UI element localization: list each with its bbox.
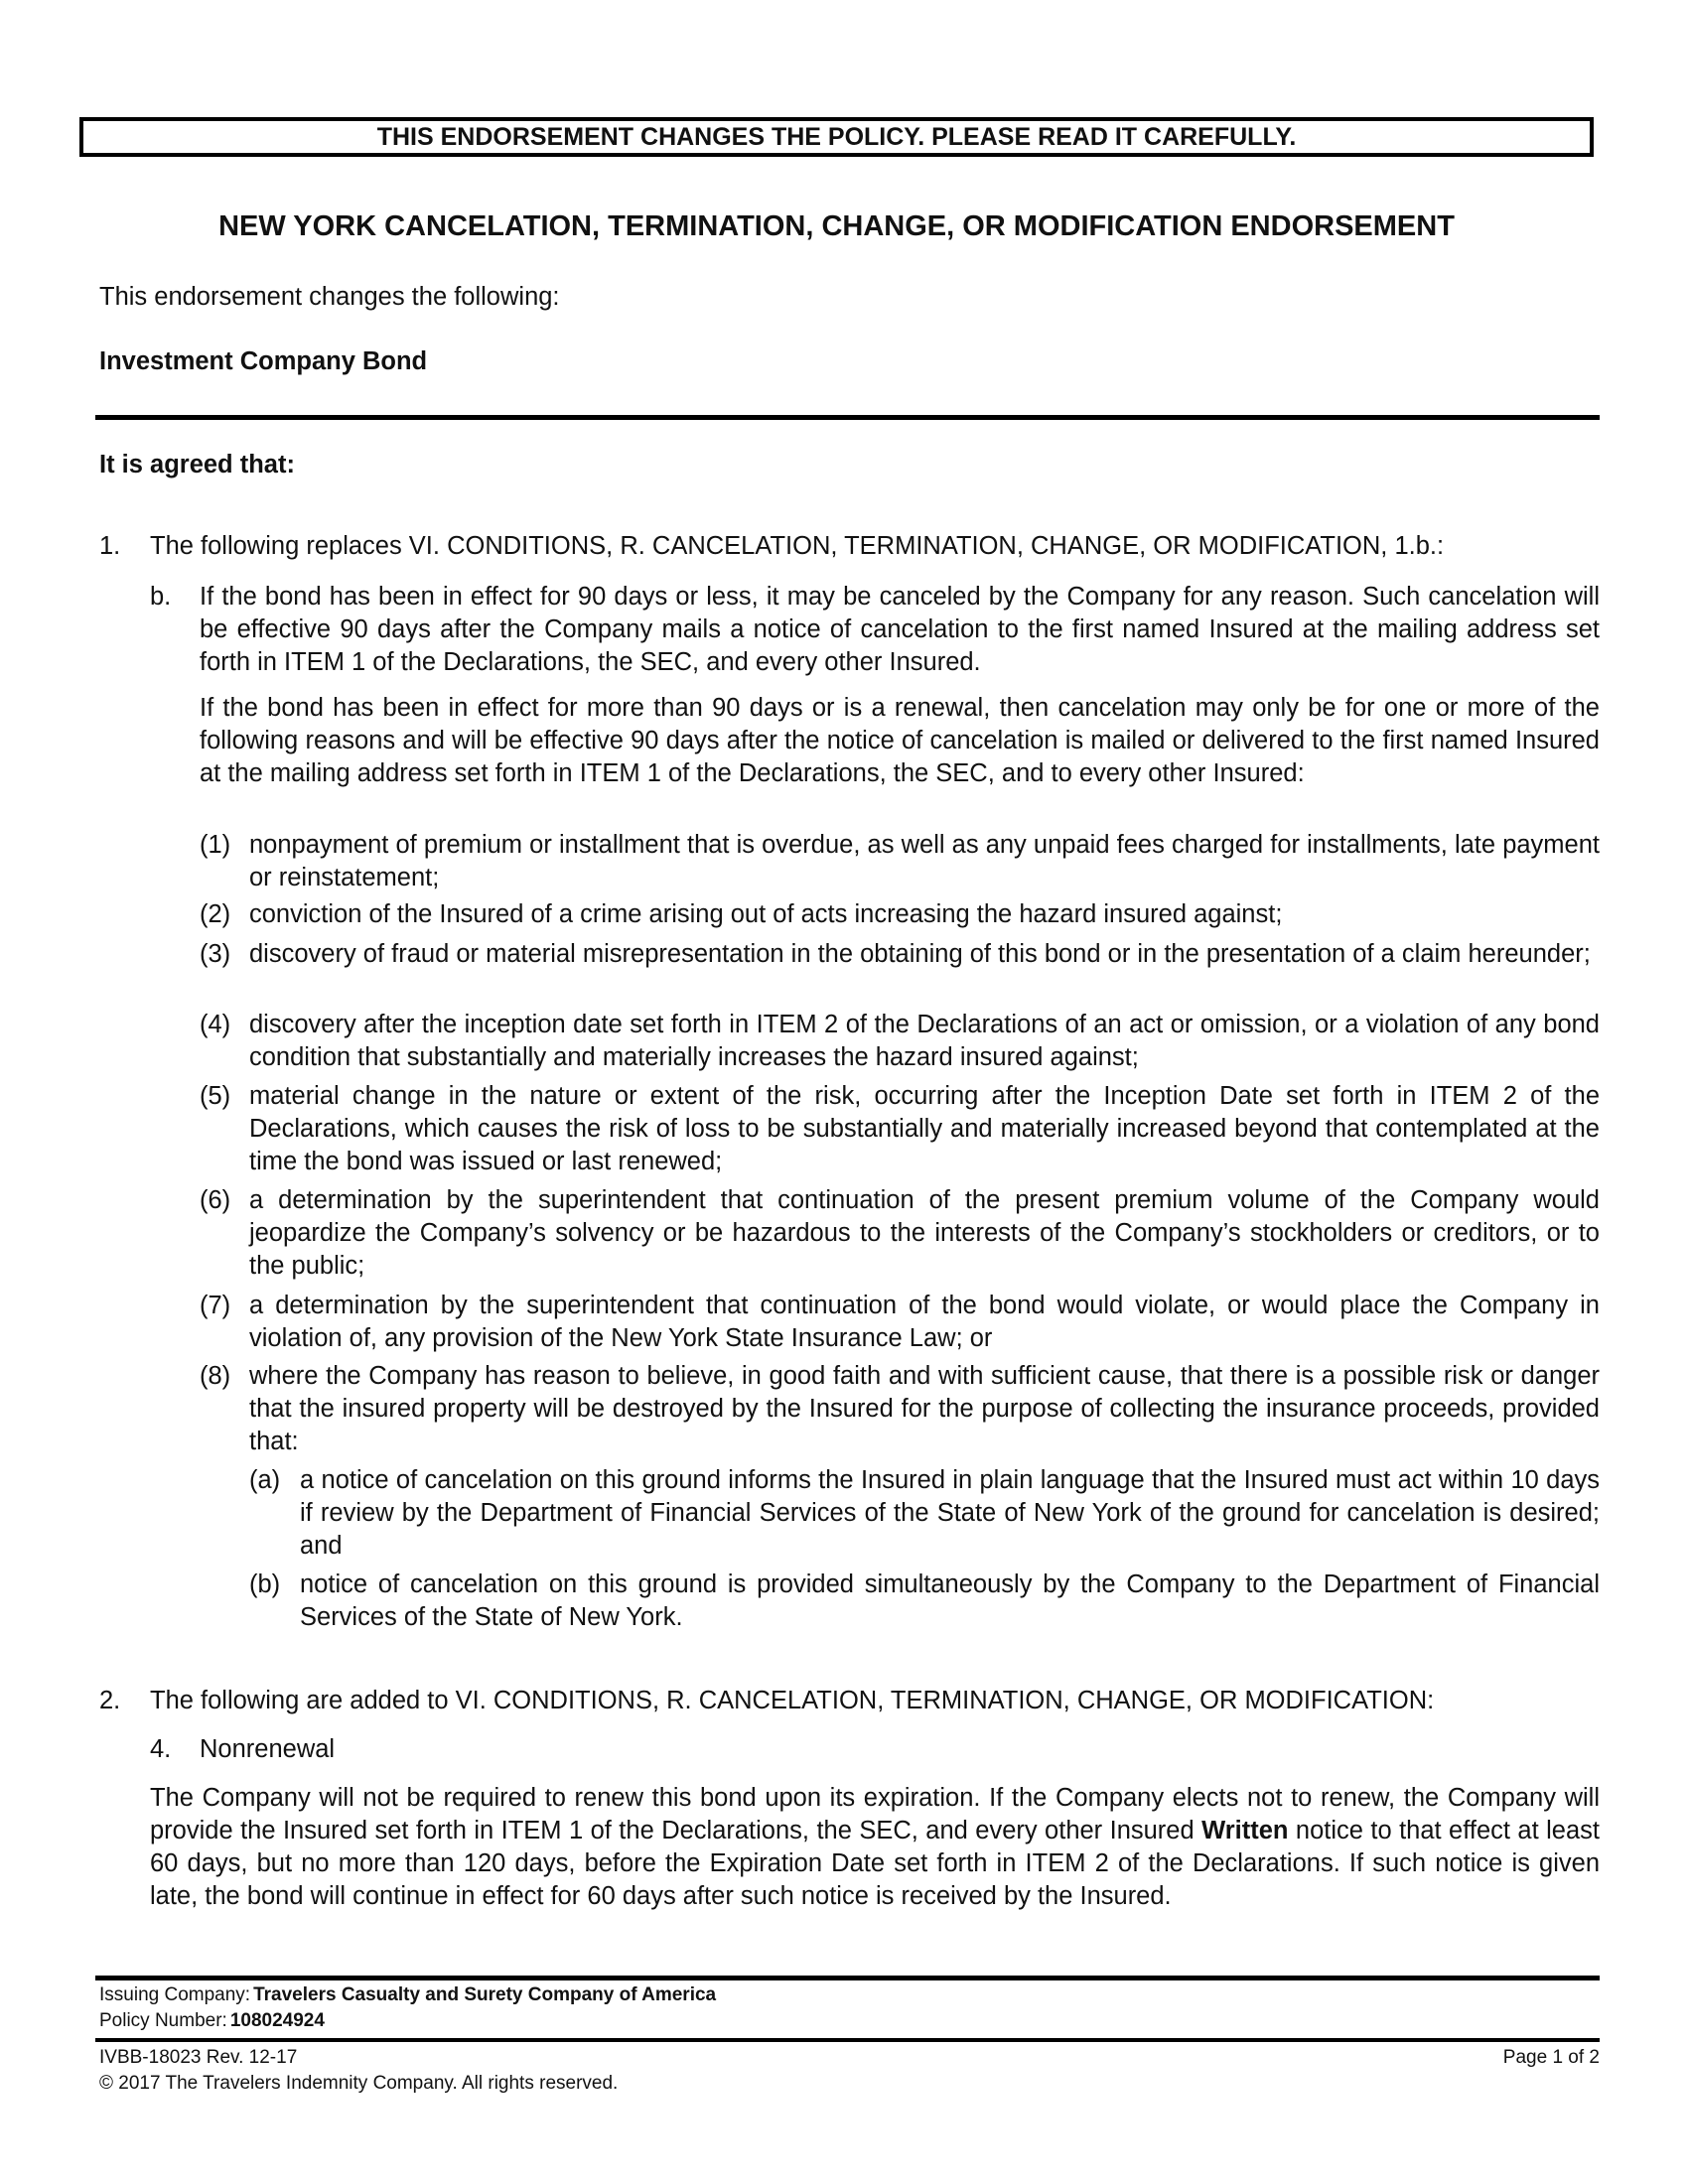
reason-text: discovery after the inception date set forth in ITEM 2 of the Declarations of an act or omission, or a violation of any bond condition that substantially and materially increases the hazard insured against; [249, 1011, 1600, 1071]
nonrenewal-text: notice to that effect at least 60 days, but no more than 120 days, before the Expiration Date set forth in ITEM 2 of the Declarations. If such notice is given late, the bond will continue in effect for 60 days after such notice is received by the Insured. [150, 1817, 1600, 1910]
policy-number-label: Policy Number: [99, 2010, 227, 2031]
document-title: NEW YORK CANCELATION, TERMINATION, CHANGE, OR MODIFICATION ENDORSEMENT [218, 210, 1455, 242]
section-1-number: 1. [99, 532, 121, 560]
issuing-company-value: Travelers Casualty and Surety Company of America [253, 1984, 717, 2005]
reason-number: (1) [200, 831, 231, 859]
item-b-paragraph-2: If the bond has been in effect for more than 90 days or is a renewal, then cancelation may only be for one or more of the following reasons and will be effective 90 days after the notice of cancelation is mailed or delivered to the first named Insured at the mailing address set forth in ITEM 1 of the Declarations, the SEC, and to every other Insured: [200, 694, 1600, 787]
copyright: © 2017 The Travelers Indemnity Company. All rights reserved. [99, 2073, 619, 2094]
section-2-text: The following are added to VI. CONDITIONS, R. CANCELATION, TERMINATION, CHANGE, OR MODIFICATION: [150, 1687, 1435, 1714]
endorsement-banner: THIS ENDORSEMENT CHANGES THE POLICY. PLEASE READ IT CAREFULLY. [79, 117, 1594, 157]
reason-text: a determination by the superintendent that continuation of the present premium volume of the Company would jeopardize the Company’s solvency or be hazardous to the interests of the Company’s stockholders or creditors, or to the public; [249, 1186, 1600, 1280]
reason-text: material change in the nature or extent of the risk, occurring after the Inception Date set forth in ITEM 2 of the Declarations, which causes the risk of loss to be substantially and materially increased beyond that contemplated at the time the bond was issued or last renewed; [249, 1082, 1600, 1175]
written-term: Written [1201, 1817, 1289, 1844]
nonrenewal-text: The Company will not be required to renew this bond upon its expiration. If the Company elects not to renew, the Company will provide the Insured set forth in ITEM 1 of the Declarations, the SEC, and every other Insured [150, 1784, 1600, 1844]
footer-divider [95, 1976, 1600, 1980]
footer-divider [95, 2038, 1600, 2042]
section-1-text: The following replaces VI. CONDITIONS, R. CANCELATION, TERMINATION, CHANGE, OR MODIFICATION, 1.b.: [150, 532, 1445, 560]
policy-number [99, 2008, 325, 2034]
policy-number-value: 108024924 [229, 2010, 325, 2031]
sub-item-text: a notice of cancelation on this ground informs the Insured in plain language that the Insured must act within 10 days if review by the Department of Financial Services of the State of New York of the ground for cancelation is desired; and [300, 1466, 1600, 1560]
sub-item-number: (a) [249, 1466, 281, 1494]
reason-text: discovery of fraud or material misrepresentation in the obtaining of this bond or in the presentation of a claim hereunder; [249, 940, 1591, 968]
reason-text: a determination by the superintendent that continuation of the bond would violate, or would place the Company in violation of, any provision of the New York State Insurance Law; or [249, 1292, 1600, 1352]
page-number: Page 1 of 2 [1502, 2047, 1600, 2068]
item-4-title: Nonrenewal [200, 1735, 336, 1763]
reason-text: conviction of the Insured of a crime arising out of acts increasing the hazard insured against; [249, 900, 1283, 928]
reason-number: (5) [200, 1082, 231, 1110]
item-b-label: b. [150, 583, 172, 611]
issuing-company-label: Issuing Company: [99, 1984, 251, 2005]
sub-item-text: notice of cancelation on this ground is provided simultaneously by the Company to the Department of Financial Services of the State of New York. [300, 1570, 1600, 1631]
intro-text: This endorsement changes the following: [99, 283, 560, 311]
reason-text: where the Company has reason to believe, in good faith and with sufficient cause, that there is a possible risk or danger that the insured property will be destroyed by the Insured for the purpose of collecting the insurance proceeds, provided that: [249, 1362, 1600, 1455]
section-divider [95, 415, 1600, 420]
nonrenewal-paragraph [150, 1782, 1600, 1913]
item-b-paragraph-1: If the bond has been in effect for 90 days or less, it may be canceled by the Company for any reason. Such cancelation will be effective 90 days after the Company mails a notice of cancelation to the first named Insured at the mailing address set forth in ITEM 1 of the Declarations, the SEC, and every other Insured. [200, 583, 1600, 676]
form-number: IVBB-18023 Rev. 12-17 [99, 2047, 298, 2068]
issuing-company [99, 1982, 716, 2008]
reason-number: (8) [200, 1362, 231, 1390]
section-2-number: 2. [99, 1687, 121, 1714]
reason-number: (6) [200, 1186, 231, 1214]
agreed-heading: It is agreed that: [99, 451, 295, 478]
reason-number: (7) [200, 1292, 231, 1319]
reason-text: nonpayment of premium or installment that is overdue, as well as any unpaid fees charged for installments, late payment or reinstatement; [249, 831, 1600, 891]
reason-number: (2) [200, 900, 231, 928]
item-4-number: 4. [150, 1735, 172, 1763]
sub-item-number: (b) [249, 1570, 281, 1598]
reason-number: (4) [200, 1011, 231, 1038]
bond-name: Investment Company Bond [99, 347, 428, 375]
reason-number: (3) [200, 940, 231, 968]
